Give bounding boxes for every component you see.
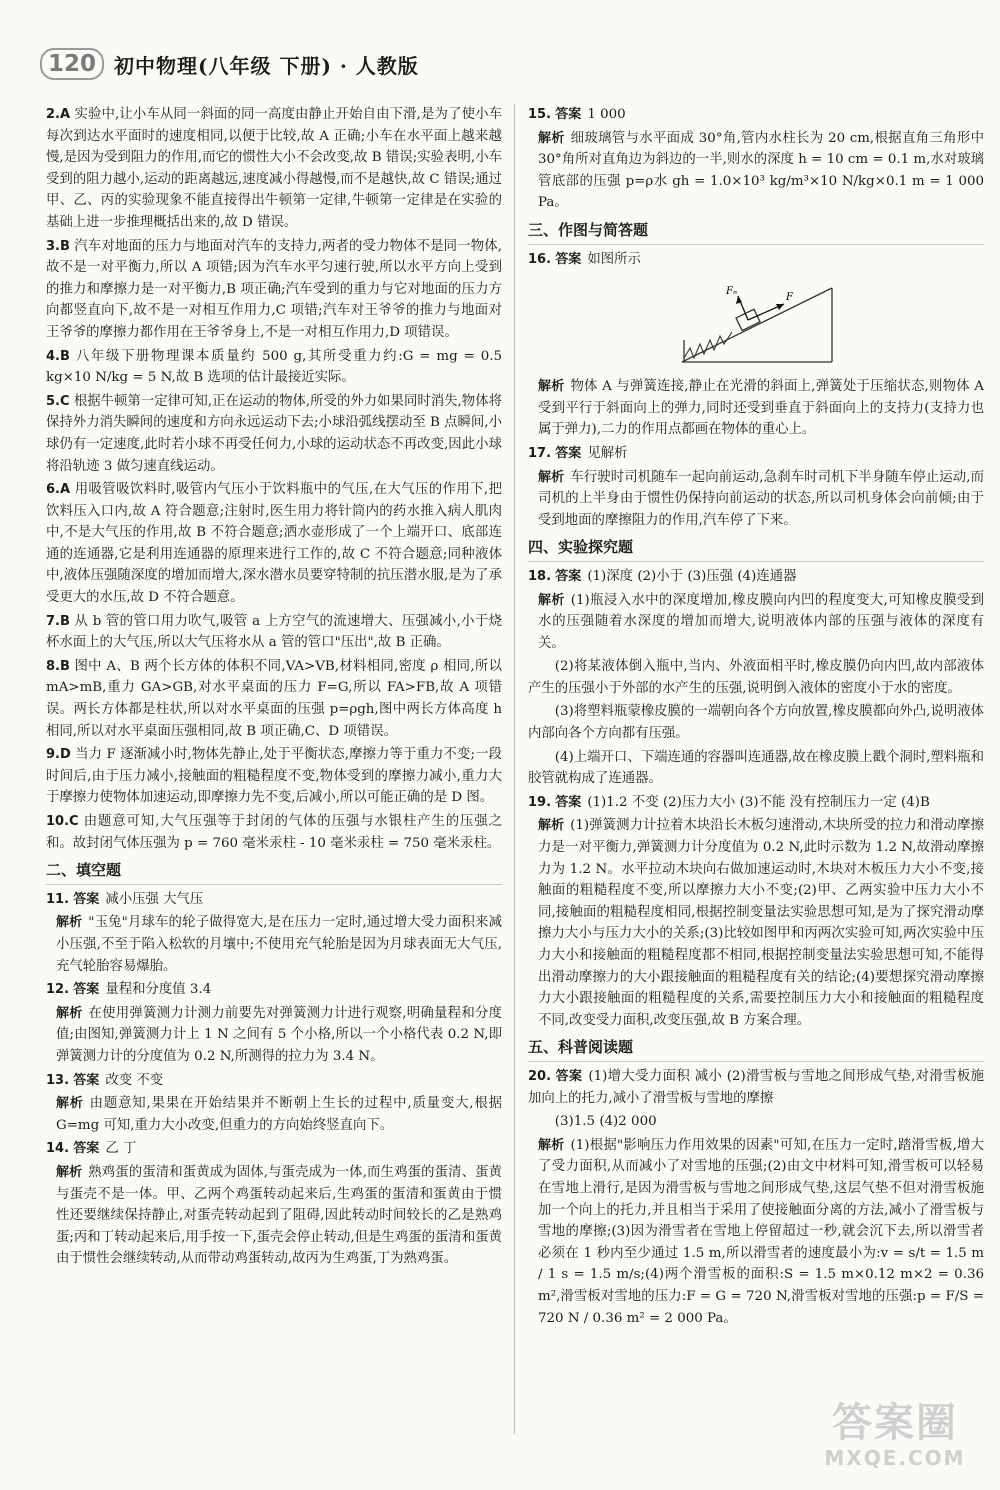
question-number: 15. xyxy=(528,107,552,122)
answer-text: 图中 A、B 两个长方体的体积不同,VA>VB,材料相同,密度 ρ 相同,所以 mA>mB,重力 GA>GB,对水平桌面的压力 F=G,所以 FA>FB,故 A 项错误。两长方体都是柱状,所以对水平桌面的压强 p=ρgh,图中两长方体高度 h 相同,所以对水平桌面压强相同,故 B 项正确,C、D 项错误。 xyxy=(46,658,502,739)
answer-tag: 答案 xyxy=(73,982,100,998)
question-number: 12. xyxy=(46,982,70,998)
answer-paragraph xyxy=(528,590,984,655)
answer-paragraph xyxy=(46,1003,502,1068)
answer-item xyxy=(46,346,502,389)
answer-item xyxy=(46,744,502,809)
question-number: 17. xyxy=(528,445,552,461)
force-label-f: F xyxy=(786,292,793,304)
answer-text: 用吸管吸饮料时,吸管内气压小于饮料瓶中的气压,在大气压的作用下,把饮料压入口内,故 A 符合题意;注射时,医生用力将针筒内的药水推入病人肌肉中,不是大气压的作用,故 B 不符合题意;洒水壶形成了一个上端开口、底部连通的连通器,它是利用连通器的原理来进行工作的,故 C 不符合题意;同种液体中,液体压强随深度的增加而增大,深水潜水员要穿特制的抗压潜水服,是为了承受更大的水压,故 D 不符合题意。 xyxy=(46,482,502,606)
answer-text: (1)瓶浸入水中的深度增加,橡皮膜向内凹的程度变大,可知橡皮膜受到水的压强随着水深度的增加而增大,说明液体内部的压强与液体的深度有关。 xyxy=(538,592,984,651)
answer-item xyxy=(528,792,984,814)
answer-text: (1)根据"影响压力作用效果的因素"可知,在压力一定时,踏滑雪板,增大了受力面积,从而减小了对雪地的压强;(2)由文中材料可知,滑雪板可以轻易在雪地上滑行,是因为滑雪板与雪地之间形成气垫,这层气垫不但对滑雪板施加一个向上的托力,并且相当于采用了使接触面分离的方法,减小了滑雪板与雪地的摩擦;(3)因为滑雪者在雪地上停留超过一秒,就会沉下去,所以滑雪者必须在 1 秒内至少通过 1.5 m,所以滑雪者的速度最小为:v = s/t = 1.5 m / 1 s = 1.5 m/s;(4)两个滑雪板的面积:S = 1.5 m×0.12 m×2 = 0.36 m²,滑雪板对雪地的压力:F = G = 720 N,滑雪板对雪地的压强:p = F/S = 720 N / 0.36 m² = 2 000 Pa。 xyxy=(538,1137,984,1326)
question-number: 11. xyxy=(46,891,70,907)
answer-tag: 答案 xyxy=(73,1072,100,1088)
answer-tag: 答案 xyxy=(555,568,582,584)
answer-text: 从 b 管的管口用力吹气,吸管 a 上方空气的流速增大、压强减小,小于烧杯水面上的大气压,所以大气压将水从 a 管的管口"压出",故 B 正确。 xyxy=(46,613,502,651)
answer-tag: 答案 xyxy=(73,891,100,907)
question-number: 4.B xyxy=(46,348,70,364)
answer-tag: 解析 xyxy=(56,1005,83,1021)
answer-item xyxy=(46,391,502,477)
page-number: 120 xyxy=(40,48,104,80)
watermark-logo xyxy=(810,1400,980,1480)
answer-text: 细玻璃管与水平面成 30°角,管内水柱长为 20 cm,根据直角三角形中 30°角所对直角边为斜边的一半,则水的深度 h = 10 cm = 0.1 m,水对玻璃管底部的压强 p=ρ水 gh = 1.0×10³ kg/m³×10 N/kg×0.1 m = 1 000 Pa。 xyxy=(538,130,984,211)
question-number: 5.C xyxy=(46,393,70,409)
answer-text: 量程和分度值 3.4 xyxy=(105,982,212,998)
column-divider xyxy=(514,104,515,1434)
answer-paragraph xyxy=(528,815,984,1031)
answer-text: 见解析 xyxy=(587,445,628,461)
answer-text: (4)上端开口、下端连通的容器叫连通器,故在橡皮膜上戳个洞时,塑料瓶和胶管就构成了连通器。 xyxy=(528,749,984,787)
answer-tag: 答案 xyxy=(555,107,582,122)
answer-tag: 解析 xyxy=(56,1096,84,1112)
question-number: 19. xyxy=(528,794,552,810)
answer-text: (3)将塑料瓶蒙橡皮膜的一端朝向各个方向放置,橡皮膜都向外凸,说明液体内部向各个方向都有压强。 xyxy=(528,704,984,742)
answer-tag: 解析 xyxy=(56,1164,83,1180)
answer-paragraph xyxy=(528,656,984,699)
question-number: 6.A xyxy=(46,482,71,498)
question-number: 8.B xyxy=(46,658,70,674)
page-header xyxy=(40,42,419,86)
answer-text: 当力 F 逐渐减小时,物体先静止,处于平衡状态,摩擦力等于重力不变;一段时间后,由于压力减小,接触面的粗糙程度不变,物体受到的摩擦力减小,重力大于摩擦力使物体加速运动,即摩擦力先不变,后减小,所以可能正确的是 D 图。 xyxy=(46,747,502,806)
answer-text: (1)1.2 不变 (2)压力大小 (3)不能 没有控制压力一定 (4)B xyxy=(587,794,930,810)
answer-text: 汽车对地面的压力与地面对汽车的支持力,两者的受力物体不是同一物体,故不是一对平衡力,所以 A 项错;因为汽车水平匀速行驶,所以水平方向上受到的推力和摩擦力是一对平衡力,B 项正确;汽车受到的重力与它对地面的压力方向都竖直向下,故不是一对相互作用力,C 项错;汽车对王爷爷的推力与地面对王爷爷的摩擦力都作用在王爷爷身上,不是一对相互作用力,D 项错误。 xyxy=(46,238,502,340)
question-number: 20. xyxy=(528,1068,552,1084)
force-label-fn: Fₙ xyxy=(726,286,737,298)
question-number: 2.A xyxy=(46,107,71,122)
answer-tag: 答案 xyxy=(555,251,582,267)
question-number: 9.D xyxy=(46,747,71,763)
section-heading: 三、作图与简答题 xyxy=(528,220,984,245)
answer-item xyxy=(46,104,502,234)
answer-tag: 解析 xyxy=(538,130,565,146)
answer-tag: 解析 xyxy=(538,818,565,834)
answer-text: (1)深度 (2)小于 (3)压强 (4)连通器 xyxy=(587,568,797,584)
watermark-url: MXQE.COM xyxy=(824,1446,966,1470)
answer-item xyxy=(46,979,502,1001)
answer-paragraph xyxy=(46,1093,502,1136)
answer-text: (1)弹簧测力计拉着木块沿长木板匀速滑动,木块所受的拉力和滑动摩擦力是一对平衡力,弹簧测力计分度值为 0.2 N,此时示数为 1.2 N,故滑动摩擦力为 1.2 N。水平拉动木块向右做加速运动时,木块对木板压力大小不变,接触面的粗糙程度不变,所以摩擦力大小不变;(2)甲、乙两实验中压力大小不同,接触面的粗糙程度相同,根据控制变量法实验思想可知,是为了探究滑动摩擦力大小与压力大小的关系;(3)比较如图甲和丙两次实验可知,两次实验中压力大小和接触面的粗糙程度都不相同,根据控制变量法实验思想可知,不能得出滑动摩擦力的大小跟接触面的粗糙程度有关的结论;(4)要想探究滑动摩擦力大小跟接触面的粗糙程度的关系,需要控制压力大小和接触面的粗糙程度不同,改变受力面积,改变压强,故 B 方案合理。 xyxy=(538,818,984,1028)
answer-text: 根据牛顿第一定律可知,正在运动的物体,所受的外力如果同时消失,物体将保持外力消失瞬间的速度和方向永远运动下去;小球沿弧线摆动至 B 点瞬间,小球仍有一定速度,此时若小球不再受任何力,小球的运动状态不再改变,因此小球将沿轨迹 3 做匀速直线运动。 xyxy=(46,393,502,474)
section-heading: 四、实验探究题 xyxy=(528,537,984,562)
answer-paragraph xyxy=(528,701,984,744)
answer-item xyxy=(46,656,502,742)
question-number: 3.B xyxy=(46,238,70,254)
answer-paragraph xyxy=(528,467,984,532)
answer-tag: 解析 xyxy=(538,469,565,485)
answer-text: 八年级下册物理课本质量约 500 g,其所受重力约:G = mg = 0.5 kg×10 N/kg = 5 N,故 B 选项的估计最接近实际。 xyxy=(46,348,502,386)
answer-item xyxy=(528,1066,984,1109)
answer-text: "玉兔"月球车的轮子做得宽大,是在压力一定时,通过增大受力面积来减小压强,不至于陷入松软的月壤中;不使用充气轮胎是因为月球表面无大气压,充气轮胎容易爆胎。 xyxy=(56,915,502,974)
answer-paragraph xyxy=(528,128,984,214)
answer-item xyxy=(46,889,502,911)
question-number: 10.C xyxy=(46,814,79,829)
question-number: 13. xyxy=(46,1072,70,1088)
answer-item xyxy=(46,1070,502,1092)
answer-text: (2)将某液体倒入瓶中,当内、外液面相平时,橡皮膜仍向内凹,故内部液体产生的压强小于外部的水产生的压强,说明倒入液体的密度小于水的密度。 xyxy=(528,659,984,696)
answer-text: 改变 不变 xyxy=(105,1072,164,1088)
answer-paragraph xyxy=(46,912,502,977)
answer-text: 在使用弹簧测力计测力前要先对弹簧测力计进行观察,明确量程和分度值;由图知,弹簧测力计上 1 N 之间有 5 个小格,所以一个小格代表 0.2 N,即弹簧测力计的分度值为 0.2 N,所测得的拉力为 3.4 N。 xyxy=(56,1005,502,1064)
answer-tag: 解析 xyxy=(56,915,83,931)
answer-text: 1 000 xyxy=(587,107,626,122)
answer-text: 由题意知,果果在开始结果并不断朝上生长的过程中,质量变大,根据 G=mg 可知,重力大小改变,但重力的方向始终竖直向下。 xyxy=(56,1096,502,1133)
answer-paragraph xyxy=(528,747,984,790)
answer-item xyxy=(46,236,502,344)
answer-tag: 答案 xyxy=(555,1068,583,1084)
answer-tag: 答案 xyxy=(73,1141,100,1157)
answer-text: 由题意可知,大气压强等于封闭的气体的压强与水银柱产生的压强之和。故封闭气体压强为 p = 760 毫米汞柱 - 10 毫米汞柱 = 750 毫米汞柱。 xyxy=(46,814,502,851)
question-number: 18. xyxy=(528,568,552,584)
answer-paragraph xyxy=(528,376,984,441)
question-number: 7.B xyxy=(46,613,70,629)
answer-item xyxy=(528,443,984,465)
right-column xyxy=(528,104,984,1331)
section-heading: 二、填空题 xyxy=(46,860,502,885)
answer-item xyxy=(46,611,502,654)
force-diagram-svg xyxy=(676,278,836,366)
answer-text: 物体 A 与弹簧连接,静止在光滑的斜面上,弹簧处于压缩状态,则物体 A 受到平行于斜面向上的弹力,同时还受到垂直于斜面向上的支持力(支持力也属于弹力),二力的作用点都画在物体的重心上。 xyxy=(538,379,984,438)
answer-text: (1)增大受力面积 减小 (2)滑雪板与雪地之间形成气垫,对滑雪板施加向上的托力,减小了滑雪板与雪地的摩擦 xyxy=(528,1068,984,1106)
answer-text: 减小压强 大气压 xyxy=(105,891,204,907)
section-heading: 五、科普阅读题 xyxy=(528,1037,984,1062)
answer-tag: 解析 xyxy=(538,379,565,395)
answer-text: (3)1.5 (4)2 000 xyxy=(554,1114,657,1130)
watermark-text: 答案圈 xyxy=(832,1400,958,1446)
answer-item xyxy=(528,249,984,271)
question-number: 16. xyxy=(528,251,552,267)
answer-text: 乙 丁 xyxy=(105,1141,137,1157)
answer-text: 实验中,让小车从同一斜面的同一高度由静止开始自由下滑,是为了使小车每次到达水平面时的速度相同,以便于比较,故 A 正确;小车在水平面上越来越慢,是因为受到阻力的作用,而它的惯性大小不会改变,故 B 错误;实验表明,小车受到的阻力越小,运动的距离越远,速度减小得越慢,而不是越快,故 C 错误;通过甲、乙、丙的实验现象不能直接得出牛顿第一定律,牛顿第一定律是在实验的基础上进一步推理概括出来的,故 D 错误。 xyxy=(46,107,502,230)
answer-text: 车行驶时司机随车一起向前运动,急刹车时司机下半身随车停止运动,而司机的上半身由于惯性仍保持向前运动的状态,所以司机身体会向前倾;由于受到地面的摩擦阻力的作用,汽车停了下来。 xyxy=(538,469,984,528)
answer-item xyxy=(528,566,984,588)
answer-text: 如图所示 xyxy=(587,251,641,267)
left-column xyxy=(46,104,502,1272)
answer-text: 熟鸡蛋的蛋清和蛋黄成为固体,与蛋壳成为一体,而生鸡蛋的蛋清、蛋黄与蛋壳不是一体。甲、乙两个鸡蛋转动起来后,生鸡蛋的蛋清和蛋黄由于惯性还要继续保持静止,对蛋壳转动起到了阻碍,因此转动时间较长的乙是熟鸡蛋;丙和丁转动起来后,用手按一下,蛋壳会停止转动,但是生鸡蛋的蛋清和蛋黄由于惯性会继续转动,从而带动鸡蛋转动,故丙为生鸡蛋,丁为熟鸡蛋。 xyxy=(56,1164,502,1267)
incline-spring-diagram xyxy=(528,278,984,366)
answer-tag: 答案 xyxy=(555,794,582,810)
question-number: 14. xyxy=(46,1141,70,1157)
answer-item xyxy=(46,811,502,854)
answer-tag: 解析 xyxy=(538,1137,565,1153)
answer-tag: 解析 xyxy=(538,592,565,608)
answer-paragraph xyxy=(528,1135,984,1329)
answer-paragraph xyxy=(528,1111,984,1133)
answer-item xyxy=(46,1138,502,1160)
answer-paragraph xyxy=(46,1162,502,1270)
answer-item xyxy=(46,479,502,609)
book-title: 初中物理(八年级 下册) · 人教版 xyxy=(114,53,419,78)
answer-item xyxy=(528,104,984,126)
answer-tag: 答案 xyxy=(555,445,582,461)
